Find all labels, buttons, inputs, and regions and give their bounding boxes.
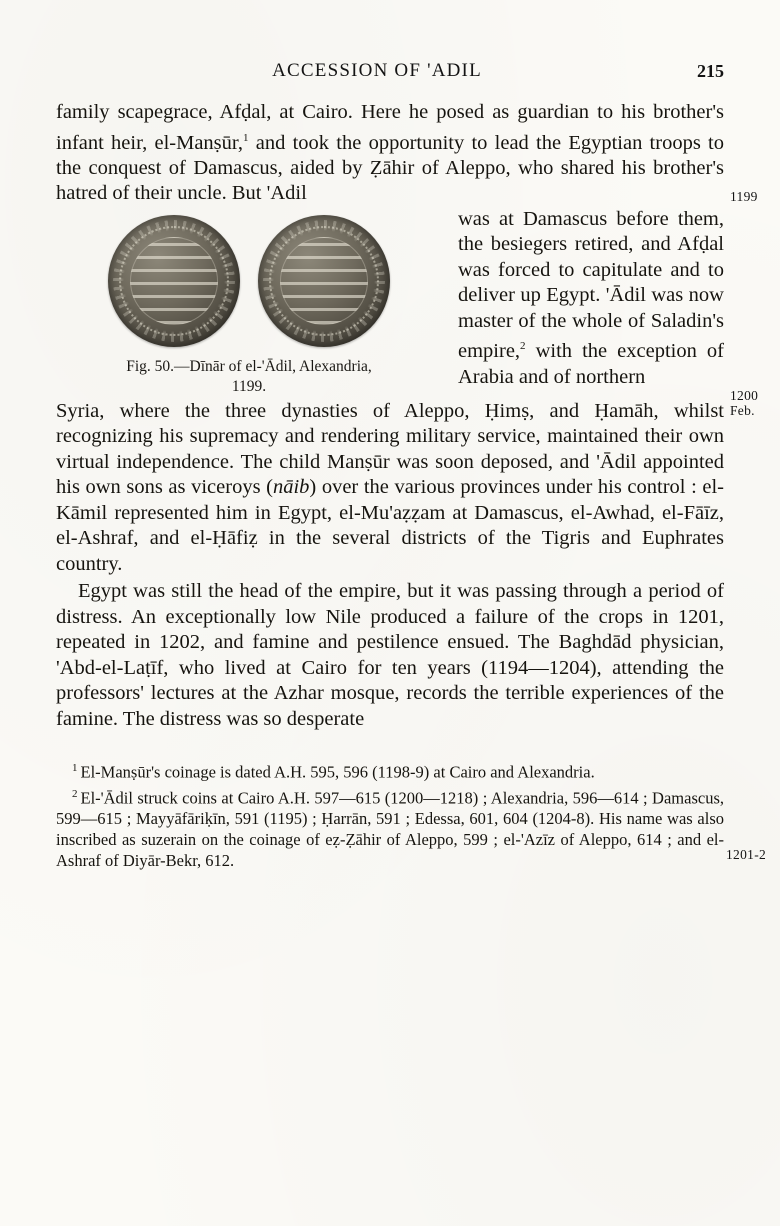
paragraph-opening-text-b: and took the opportunity to lead the Egyptian troops to the conquest of Damascus, aided by Ẓāhir of Aleppo, who shared his brother's hatred of their uncle. But 'Adil bbox=[56, 131, 724, 205]
footnotes-section bbox=[56, 758, 724, 871]
paragraph-italic-term: nāib bbox=[272, 476, 310, 499]
running-head: ACCESSION OF 'ADIL bbox=[272, 60, 482, 81]
footnote-2-marker: 2 bbox=[72, 787, 78, 800]
figure-caption-line-1: Fig. 50.—Dīnār of el-'Ādil, Alexandria, bbox=[126, 357, 372, 375]
coin-legend-ring bbox=[113, 220, 235, 342]
figure-and-wrap-region bbox=[56, 207, 724, 399]
footnote-ref-1: 1 bbox=[243, 131, 249, 144]
footnote-2-text: El-'Ādil struck coins at Cairo A.H. 597—615 (1200—1218) ; Alexandria, 596—614 ; Damascus, 599—615 ; Mayyāfāriḳīn, 591 (1195) ; Ḥarrān, 591 ; Edessa, 601, 604 (1204-8). His name was also inscribed as suzerain on the coinage of eẓ-Ẓāhir of Aleppo, 599 ; el-'Azīz of Aleppo, 614 ; and el-Ashraf of Diyār-Bekr, 612. bbox=[56, 788, 724, 871]
paragraph-continuation-text-b: ) over the various provinces under his control : el-Kāmil represented him in Egypt, el-Mu'aẓẓam at Damascus, el-Awhad, el-Fāīz, el-Ashraf, and el-Ḥāfiẓ in the several districts of the Tigris and Euphrates country. bbox=[56, 476, 724, 575]
footnote-2 bbox=[56, 784, 724, 872]
coin-legend-ring bbox=[263, 220, 385, 342]
margin-note-1201-2: 1201-2 bbox=[726, 847, 767, 862]
page-header bbox=[56, 60, 724, 94]
figure-caption-line-2: 1199. bbox=[231, 377, 267, 395]
paragraph-wrap-text-a: was at Damascus before them, the besiegers retired, and Afḍal was forced to capitulate and to deliver up Egypt. 'Ādil was now master of the whole of Saladin's empire, bbox=[458, 207, 724, 363]
figure-caption bbox=[56, 357, 442, 397]
paragraph-opening bbox=[56, 100, 724, 207]
paragraph-wrap-text-b: with the exception of Arabia and of northern bbox=[458, 340, 724, 388]
page-content bbox=[56, 60, 724, 872]
footnote-1-marker: 1 bbox=[72, 762, 78, 775]
margin-note-1199: 1199 bbox=[730, 189, 758, 204]
paragraph-opening-text-a: family scapegrace, Afḍal, at Cairo. Here he posed as guardian to his brother's infant heir, el-Manṣūr, bbox=[56, 101, 724, 154]
page-number: 215 bbox=[697, 61, 724, 81]
margin-note-1200-year: 1200 bbox=[730, 388, 759, 403]
paragraph-egypt-distress: Egypt was still the head of the empire, but it was passing through a period of distress. An exceptionally low Nile produced a failure of the crops in 1201, repeated in 1202, and famine and pestilence ensued. The Baghdād physician, 'Abd-el-Laṭīf, who lived at Cairo for ten years (1194—1204), attending the professors' lectures at the Azhar mosque, records the terrible experiences of the famine. The distress was so desperate bbox=[56, 580, 724, 730]
paragraph-continuation-text-a: Syria, where the three dynasties of Aleppo, Ḥimṣ, and Ḥamāh, whilst recognizing his supremacy and rendering military service, maintained their own virtual independence. The child Manṣūr was soon deposed, and 'Ādil appointed his own sons as viceroys ( bbox=[56, 399, 724, 499]
coin-obverse-icon bbox=[108, 215, 240, 347]
footnote-1 bbox=[56, 758, 724, 783]
footnote-ref-2: 2 bbox=[520, 340, 526, 353]
coin-reverse-icon bbox=[258, 215, 390, 347]
figure-coin-dinar bbox=[56, 213, 442, 397]
margin-note-1200 bbox=[730, 388, 758, 418]
margin-note-1200-month: Feb. bbox=[730, 403, 755, 418]
paragraph-continuation bbox=[56, 399, 724, 578]
coin-images bbox=[56, 213, 442, 353]
footnote-1-text: El-Manṣūr's coinage is dated A.H. 595, 596 (1198-9) at Cairo and Alexandria. bbox=[80, 762, 595, 782]
